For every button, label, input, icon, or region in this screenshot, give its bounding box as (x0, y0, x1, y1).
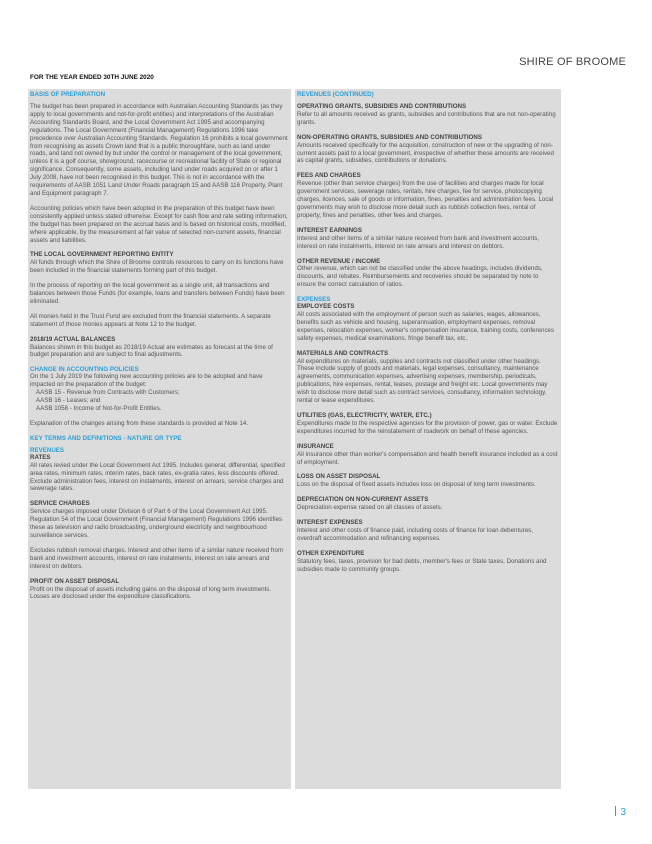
insurance-paragraph: All insurance other than worker's compensation and health benefit insurance included as a cost of employment. (297, 450, 558, 466)
insurance-heading: INSURANCE (297, 442, 334, 450)
actual-balances-heading: 2018/19 ACTUAL BALANCES (30, 335, 116, 343)
interest-expenses-heading: INTEREST EXPENSES (297, 519, 363, 527)
service-charges-paragraph: Service charges imposed under Division 6 of Part 6 of the Local Government Act 1995. Regulation 54 of the Local Government (Financial Management) Regulations 1996 identifies these as television and radio broadcasting, underground electricity and neighbourhood surveillance services. (30, 508, 283, 539)
report-period: FOR THE YEAR ENDED 30TH JUNE 2020 (30, 74, 154, 81)
rates-paragraph: All rates levied under the Local Government Act 1995. Includes general, differential, specified area rates, minimum rates, interim rates, back rates, ex-gratia rates, less discounts offered. Exclude administration fees, interest on instalments, interest on arrears, service charges and sewerage rates. (30, 461, 285, 493)
policy-change-heading: CHANGE IN ACCOUNTING POLICIES (30, 366, 139, 374)
revenues-continued-heading: REVENUES (CONTINUED) (297, 91, 374, 98)
list-item: AASB 16 - Leases; and (36, 397, 101, 405)
expenses-heading: EXPENSES (297, 296, 331, 304)
revenues-heading: REVENUES (30, 446, 65, 454)
non-operating-grants-paragraph: Amounts received specifically for the acquisition, construction of new or the upgrading of non-current assets paid to a local government, irrespective of whether these amounts are received as capital grants, subsidies, contributions or donations. (297, 141, 554, 165)
profit-disposal-paragraph: Profit on the disposal of assets including gains on the disposal of long term investments. Losses are disclosed under the expenditure classifications. (30, 585, 272, 601)
entity-paragraph-1: All funds through which the Shire of Broome controls resources to carry on its functions have been included in the financial statements forming part of this budget. (30, 259, 284, 275)
employee-costs-paragraph: All costs associated with the employment of person such as salaries, wages, allowances, benefits such as vehicle and housing, superannuation, employment expenses, removal expenses, relocation expenses, worker's compensation insurance, training costs, conferences safety expenses, medical examinations, fringe benefit tax, etc. (297, 311, 555, 342)
other-expenditure-heading: OTHER EXPENDITURE (297, 549, 365, 557)
other-expenditure-paragraph: Statutory fees, taxes, provision for bad debts, member's fees or State taxes. Donations and subsidies made to community groups. (297, 557, 547, 573)
entity-paragraph-2: In the process of reporting on the local government as a single unit, all transactions and balances between those Funds (for example, loans and transfers between Funds) have been eliminated. (30, 282, 285, 305)
utilities-paragraph: Expenditures made to the respective agencies for the provision of power, gas or water. Exclude expenditures incurred for the reinstatement of roadwork on behalf of these agencies. (297, 419, 558, 435)
interest-earnings-paragraph: Interest and other items of a similar nature received from bank and investment accounts, interest on rate instalments, interest on rate arrears and interest on debtors. (297, 234, 540, 250)
other-revenue-paragraph: Other revenue, which can not be classified under the above headings, includes dividends, discounts, and rebates. Reimbursements and recoveries should be separated by note to ensure the correct calculation of ratios. (297, 265, 543, 289)
utilities-heading: UTILITIES (GAS, ELECTRICITY, WATER, ETC.) (297, 412, 432, 419)
materials-contracts-paragraph: All expenditures on materials, supplies and contracts not classified under other headings. These include supply of goods and materials, legal expenses, consultancy, maintenance agreements, communication expenses, advertising expenses, membership, periodicals, publications, hire expenses, rental, leases, postage and freight etc. Local governments may wish to disclose more detail such as contract services, consultancy, information technology, rental or lease expenditures. (297, 357, 548, 405)
list-item: AASB 1058 - Income of Not-for-Profit Entities. (36, 405, 162, 412)
page-number (615, 806, 626, 818)
employee-costs-heading: EMPLOYEE COSTS (297, 303, 355, 311)
page-number-value: 3 (620, 807, 626, 818)
actual-balances-paragraph: Balances shown in this budget as 2018/19 Actual are estimates as forecast at the time of budget preparation and are subject to final adjustments. (30, 343, 273, 359)
profit-disposal-heading: PROFIT ON ASSET DISPOSAL (30, 577, 120, 585)
interest-expenses-paragraph: Interest and other costs of finance paid, including costs of finance for loan debentures, overdraft accommodation and refinancing expenses. (297, 526, 533, 542)
operating-grants-heading: OPERATING GRANTS, SUBSIDIES AND CONTRIBUTIONS (297, 103, 467, 110)
basis-heading: BASIS OF PREPARATION (30, 91, 106, 98)
organisation-name: SHIRE OF BROOME (519, 56, 626, 68)
loss-disposal-paragraph: Loss on the disposal of fixed assets includes loss on disposal of long term investments. (297, 481, 536, 489)
left-column (28, 89, 291, 789)
interest-earnings-heading: INTEREST EARNINGS (297, 226, 362, 234)
non-operating-grants-heading: NON-OPERATING GRANTS, SUBSIDIES AND CONTRIBUTIONS (297, 133, 482, 141)
key-terms-heading: KEY TERMS AND DEFINITIONS - NATURE OR TYPE (30, 434, 182, 442)
list-item: AASB 15 - Revenue from Contracts with Customers; (36, 389, 180, 397)
depreciation-heading: DEPRECIATION ON NON-CURRENT ASSETS (297, 496, 429, 504)
page-divider (615, 806, 616, 816)
depreciation-paragraph: Depreciation expense raised on all classes of assets. (297, 504, 443, 512)
service-charges-paragraph-2: Excludes rubbish removal charges. Interest and other items of a similar nature received from bank and investment accounts, interest on rate instalments, interest on rate arrears and interest on debtors. (30, 546, 284, 570)
entity-paragraph-3: All monies held in the Trust Fund are excluded from the financial statements. A separate statement of those monies appears at Note 12 to the budget. (30, 312, 271, 328)
fees-charges-paragraph: Revenue (other than service charges) from the use of facilities and charges made for local government services, sewerage rates, rentals, hire charges, fee for service, photocopying charges, licences, sale of goods or information, fines, penalties and administration fees. Local governments may wish to disclose more detail such as rubbish collection fees, rental of property, fines and penalties, other fees and charges. (297, 180, 554, 219)
entity-heading: THE LOCAL GOVERNMENT REPORTING ENTITY (30, 251, 174, 259)
basis-paragraph-1: The budget has been prepared in accordance with Australian Accounting Standards (as they apply to local governments and not-for-profit entities) and interpretations of the Australian Accounting Standards Board, and the Local Government Act 1995 and accompanying regulations. The Local Government (Financial Management) Regulations 1996 take precedence over Australian Accounting Standards. Regulation 16 prohibits a local government from recognising as assets Crown land that is a public thoroughfare, such as land under roads, and land not owned by but under the control or management of the local government, unless it is a golf course, showground, racecourse or recreational facility of State or regional significance. Consequently, some assets, including land under roads acquired on or after 1 July 2008, have not been recognised in this budget. This is not in accordance with the requirements of AASB 1051 Land Under Roads paragraph 15 and AASB 116 Property, Plant and Equipment paragraph 7. (30, 103, 288, 197)
rates-heading: RATES (30, 453, 51, 461)
policy-change-list (30, 389, 289, 413)
materials-contracts-heading: MATERIALS AND CONTRACTS (297, 349, 389, 357)
other-revenue-heading: OTHER REVENUE / INCOME (297, 257, 381, 265)
right-column (295, 89, 561, 789)
policy-change-note: Explanation of the changes arising from these standards is provided at Note 14. (30, 419, 249, 427)
fees-charges-heading: FEES AND CHARGES (297, 172, 361, 180)
basis-paragraph-2: Accounting policies which have been adopted in the preparation of this budget have been consistently applied unless stated otherwise. Except for cash flow and rate setting information, the budget has been prepared on the accrual basis and is based on historical costs, modified, where applicable, by the measurement at fair value of selected non-current assets, financial assets and liabilities. (30, 204, 288, 244)
loss-disposal-heading: LOSS ON ASSET DISPOSAL (297, 473, 381, 481)
policy-change-paragraph: On the 1 July 2019 the following new accounting policies are to be adopted and have impacted on the preparation of the budget: (30, 373, 263, 389)
operating-grants-paragraph: Refer to all amounts received as grants, subsidies and contributions that are not non-operating grants. (297, 110, 556, 126)
service-charges-heading: SERVICE CHARGES (30, 500, 90, 508)
